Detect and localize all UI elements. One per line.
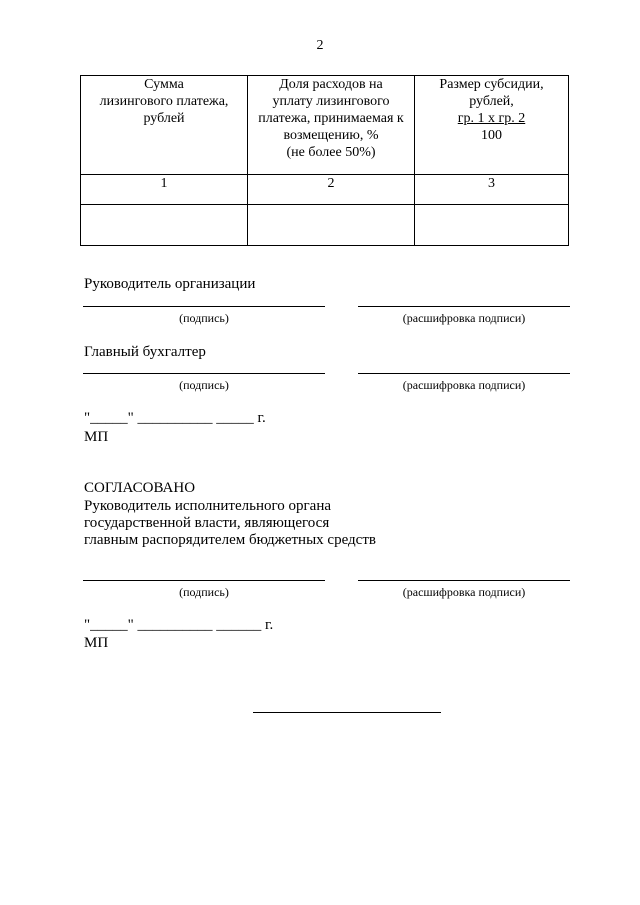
approval-line: главным распорядителем бюджетных средств bbox=[84, 532, 376, 548]
head-signature-caption: (подпись) bbox=[179, 311, 229, 325]
table-cell-empty[interactable] bbox=[415, 205, 569, 246]
chief-accountant-title: Главный бухгалтер bbox=[84, 344, 206, 360]
head-decode-caption: (расшифровка подписи) bbox=[402, 311, 526, 325]
subsidy-formula-denominator: 100 bbox=[481, 128, 502, 143]
table-row-column-numbers bbox=[81, 175, 569, 205]
head-decode-line[interactable] bbox=[358, 306, 570, 307]
date-line[interactable]: "_____" __________ _____ г. bbox=[84, 410, 266, 426]
header-cell-expense-share: Доля расходов на уплату лизингового платежа, принимаемая к возмещению, % (не более 50%) bbox=[248, 76, 415, 175]
approval-decode-line[interactable] bbox=[358, 580, 570, 581]
approval-heading: СОГЛАСОВАНО bbox=[84, 480, 196, 496]
subsidy-formula-numerator: гр. 1 х гр. 2 bbox=[457, 111, 526, 126]
table-header-row bbox=[81, 76, 569, 175]
table-cell-empty[interactable] bbox=[248, 205, 415, 246]
accountant-signature-line[interactable] bbox=[83, 373, 325, 374]
page-number: 2 bbox=[316, 38, 324, 53]
head-org-title: Руководитель организации bbox=[84, 276, 256, 292]
approval-line: Руководитель исполнительного органа bbox=[84, 498, 332, 514]
column-number-cell: 1 bbox=[81, 175, 248, 205]
accountant-decode-line[interactable] bbox=[358, 373, 570, 374]
column-number-cell: 3 bbox=[415, 175, 569, 205]
approval-line: государственной власти, являющегося bbox=[84, 515, 330, 531]
accountant-signature-caption: (подпись) bbox=[179, 378, 229, 392]
date-line[interactable]: "_____" __________ ______ г. bbox=[84, 617, 274, 633]
approval-signature-caption: (подпись) bbox=[179, 585, 229, 599]
header-cell-payment-sum: Сумма лизингового платежа, рублей bbox=[81, 76, 248, 175]
subsidy-table bbox=[80, 75, 569, 246]
closing-divider bbox=[253, 712, 441, 713]
stamp-placeholder: МП bbox=[84, 635, 109, 651]
head-signature-line[interactable] bbox=[83, 306, 325, 307]
stamp-placeholder: МП bbox=[84, 429, 109, 445]
approval-signature-line[interactable] bbox=[83, 580, 325, 581]
approval-decode-caption: (расшифровка подписи) bbox=[402, 585, 526, 599]
table-row-empty bbox=[81, 205, 569, 246]
table-cell-empty[interactable] bbox=[81, 205, 248, 246]
header-cell-subsidy-amount: Размер субсидии, рублей, гр. 1 х гр. 2 100 bbox=[415, 76, 569, 175]
accountant-decode-caption: (расшифровка подписи) bbox=[402, 378, 526, 392]
column-number-cell: 2 bbox=[248, 175, 415, 205]
